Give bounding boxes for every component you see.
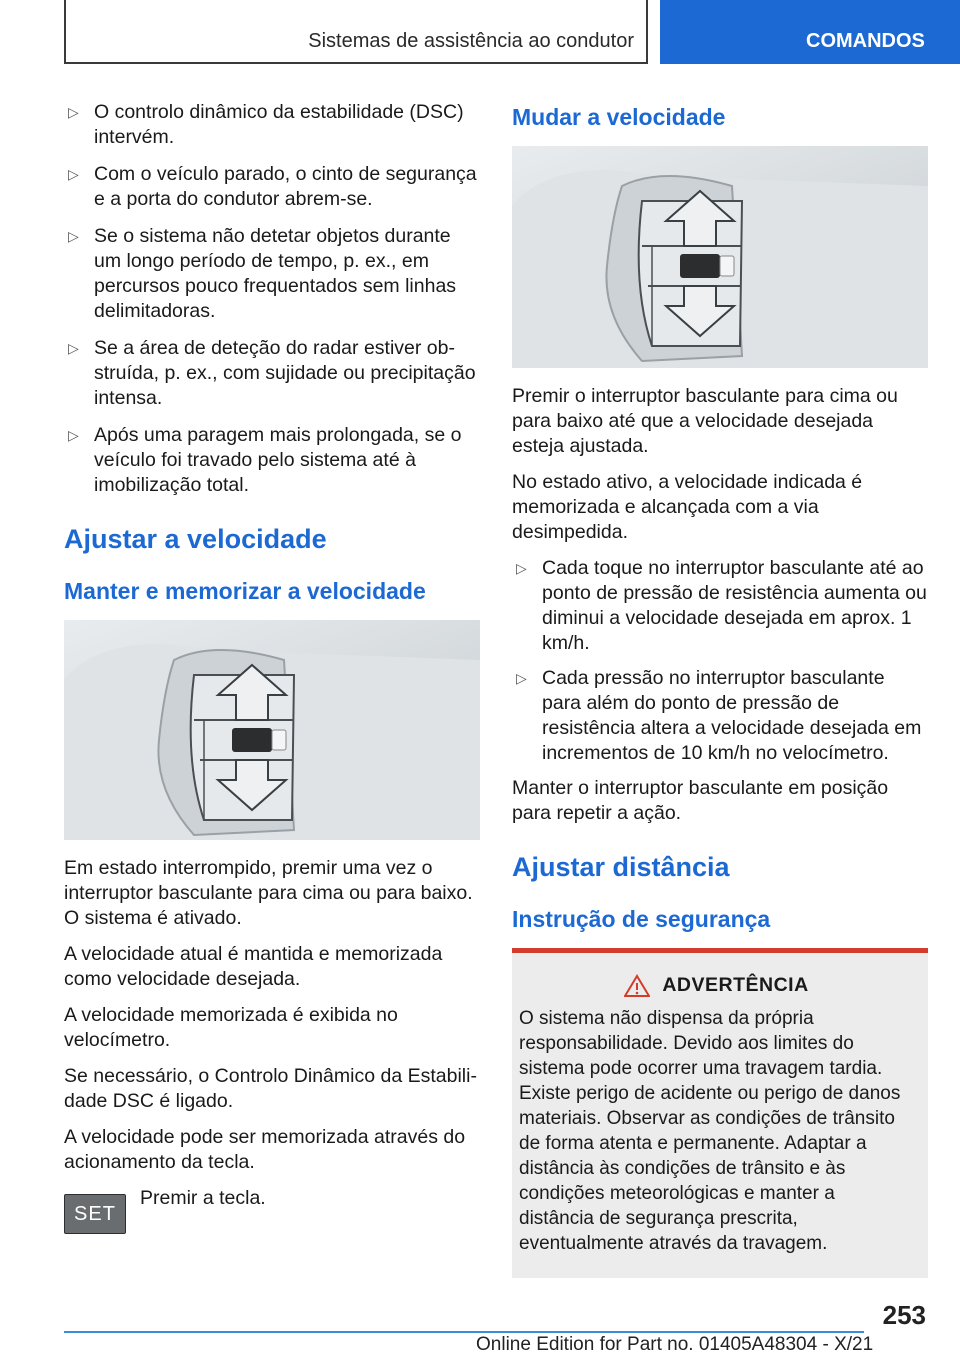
subsection-heading: Mudar a velocidade [512, 104, 726, 130]
list-item-text: O controlo dinâmico da estabilidade (DSC) intervém. [94, 101, 464, 148]
warning-triangle-icon [624, 974, 650, 998]
list-item-text: Após uma paragem mais prolongada, se o veículo foi travado pelo sistema até à imobilização total. [94, 424, 462, 496]
subsection-heading: Instrução de segurança [512, 906, 771, 932]
steering-switch-image [512, 146, 928, 368]
triangle-bullet-icon: ▷ [68, 166, 79, 182]
edition-note: Online Edition for Part no. 01405A48304 - X/21 [476, 1334, 874, 1355]
list-item [64, 224, 480, 324]
section-heading: Ajustar a velocidade [64, 524, 327, 554]
paragraph: Em estado interrompido, premir uma vez o interruptor basculante para cima ou para baixo. O sistema é ativado. [64, 857, 473, 929]
triangle-bullet-icon: ▷ [68, 228, 79, 244]
header-title-box [64, 0, 648, 64]
warning-title: ADVERTÊNCIA [662, 974, 809, 996]
page-header [0, 0, 960, 66]
left-column [64, 100, 480, 1246]
subsection-heading: Manter e memorizar a velocidade [64, 578, 426, 604]
paragraph: A velocidade memorizada é exibida no velocímetro. [64, 1004, 398, 1051]
paragraph: No estado ativo, a velocidade indicada é memorizada e alcançada com a via desimpedida. [512, 471, 863, 543]
chapter-tab[interactable] [660, 0, 960, 64]
set-key-instruction: Premir a tecla. [140, 1187, 266, 1209]
triangle-bullet-icon: ▷ [68, 340, 79, 356]
triangle-bullet-icon: ▷ [516, 670, 527, 686]
list-item [512, 666, 928, 766]
list-item-text: Se o sistema não detetar objetos durante um longo período de tempo, p. ex., em percursos pouco frequentados sem linhas delimitadoras. [94, 225, 457, 322]
list-item [512, 556, 928, 656]
list-item-text: Cada pressão no interruptor basculante para além do ponto de pressão de resistência altera a velocidade desejada em incrementos de 10 km/h no velocímetro. [542, 667, 922, 764]
paragraph: Premir o interruptor basculante para cima ou para baixo até que a velocidade desejada esteja ajustada. [512, 385, 898, 457]
list-item [64, 423, 480, 498]
rocker-switch-illustration [512, 146, 928, 368]
footer-divider [64, 1331, 864, 1333]
warning-text: O sistema não dispensa da própria responsabilidade. Devido aos limites do sistema pode ocorrer uma travagem tardia. Existe perigo de acidente ou perigo de danos materiais. Observar as condições de trânsito de forma atenta e permanente. Adaptar a distância às condições de trânsito e às condições meteorológicas e manter a distância de segurança prescrita, eventualmente através da travagem. [519, 1008, 901, 1254]
paragraph: Se necessário, o Controlo Dinâmico da Estabilidade DSC é ligado. [64, 1065, 477, 1112]
chapter-tab-label: COMANDOS [806, 30, 925, 52]
list-item-text: Cada toque no interruptor basculante até ao ponto de pressão de resistência aumenta ou diminui a velocidade desejada em aprox. 1 km/h. [542, 557, 927, 654]
list-item [64, 100, 480, 150]
list-item [64, 336, 480, 411]
set-button[interactable]: SET [64, 1194, 126, 1234]
triangle-bullet-icon: ▷ [516, 560, 527, 576]
set-key-row [64, 1186, 480, 1246]
paragraph: Manter o interruptor basculante em posição para repetir a ação. [512, 777, 889, 824]
triangle-bullet-icon: ▷ [68, 427, 79, 443]
warning-box [512, 948, 928, 1278]
rocker-switch-illustration [64, 620, 480, 840]
section-title: Sistemas de assistência ao condutor [308, 30, 634, 52]
triangle-bullet-icon: ▷ [68, 104, 79, 120]
page-number: 253 [882, 1300, 926, 1330]
right-column [512, 100, 928, 1278]
section-heading: Ajustar distância [512, 852, 730, 882]
list-item [64, 162, 480, 212]
warning-header [519, 973, 914, 998]
list-item-text: Com o veículo parado, o cinto de segurança e a porta do condutor abrem-se. [94, 163, 477, 210]
paragraph: A velocidade atual é mantida e memorizada como velocidade desejada. [64, 943, 443, 990]
paragraph: A velocidade pode ser memorizada através do acionamento da tecla. [64, 1126, 466, 1173]
steering-switch-image [64, 620, 480, 840]
list-item-text: Se a área de deteção do radar estiver obstruída, p. ex., com sujidade ou precipitação intensa. [94, 337, 476, 409]
